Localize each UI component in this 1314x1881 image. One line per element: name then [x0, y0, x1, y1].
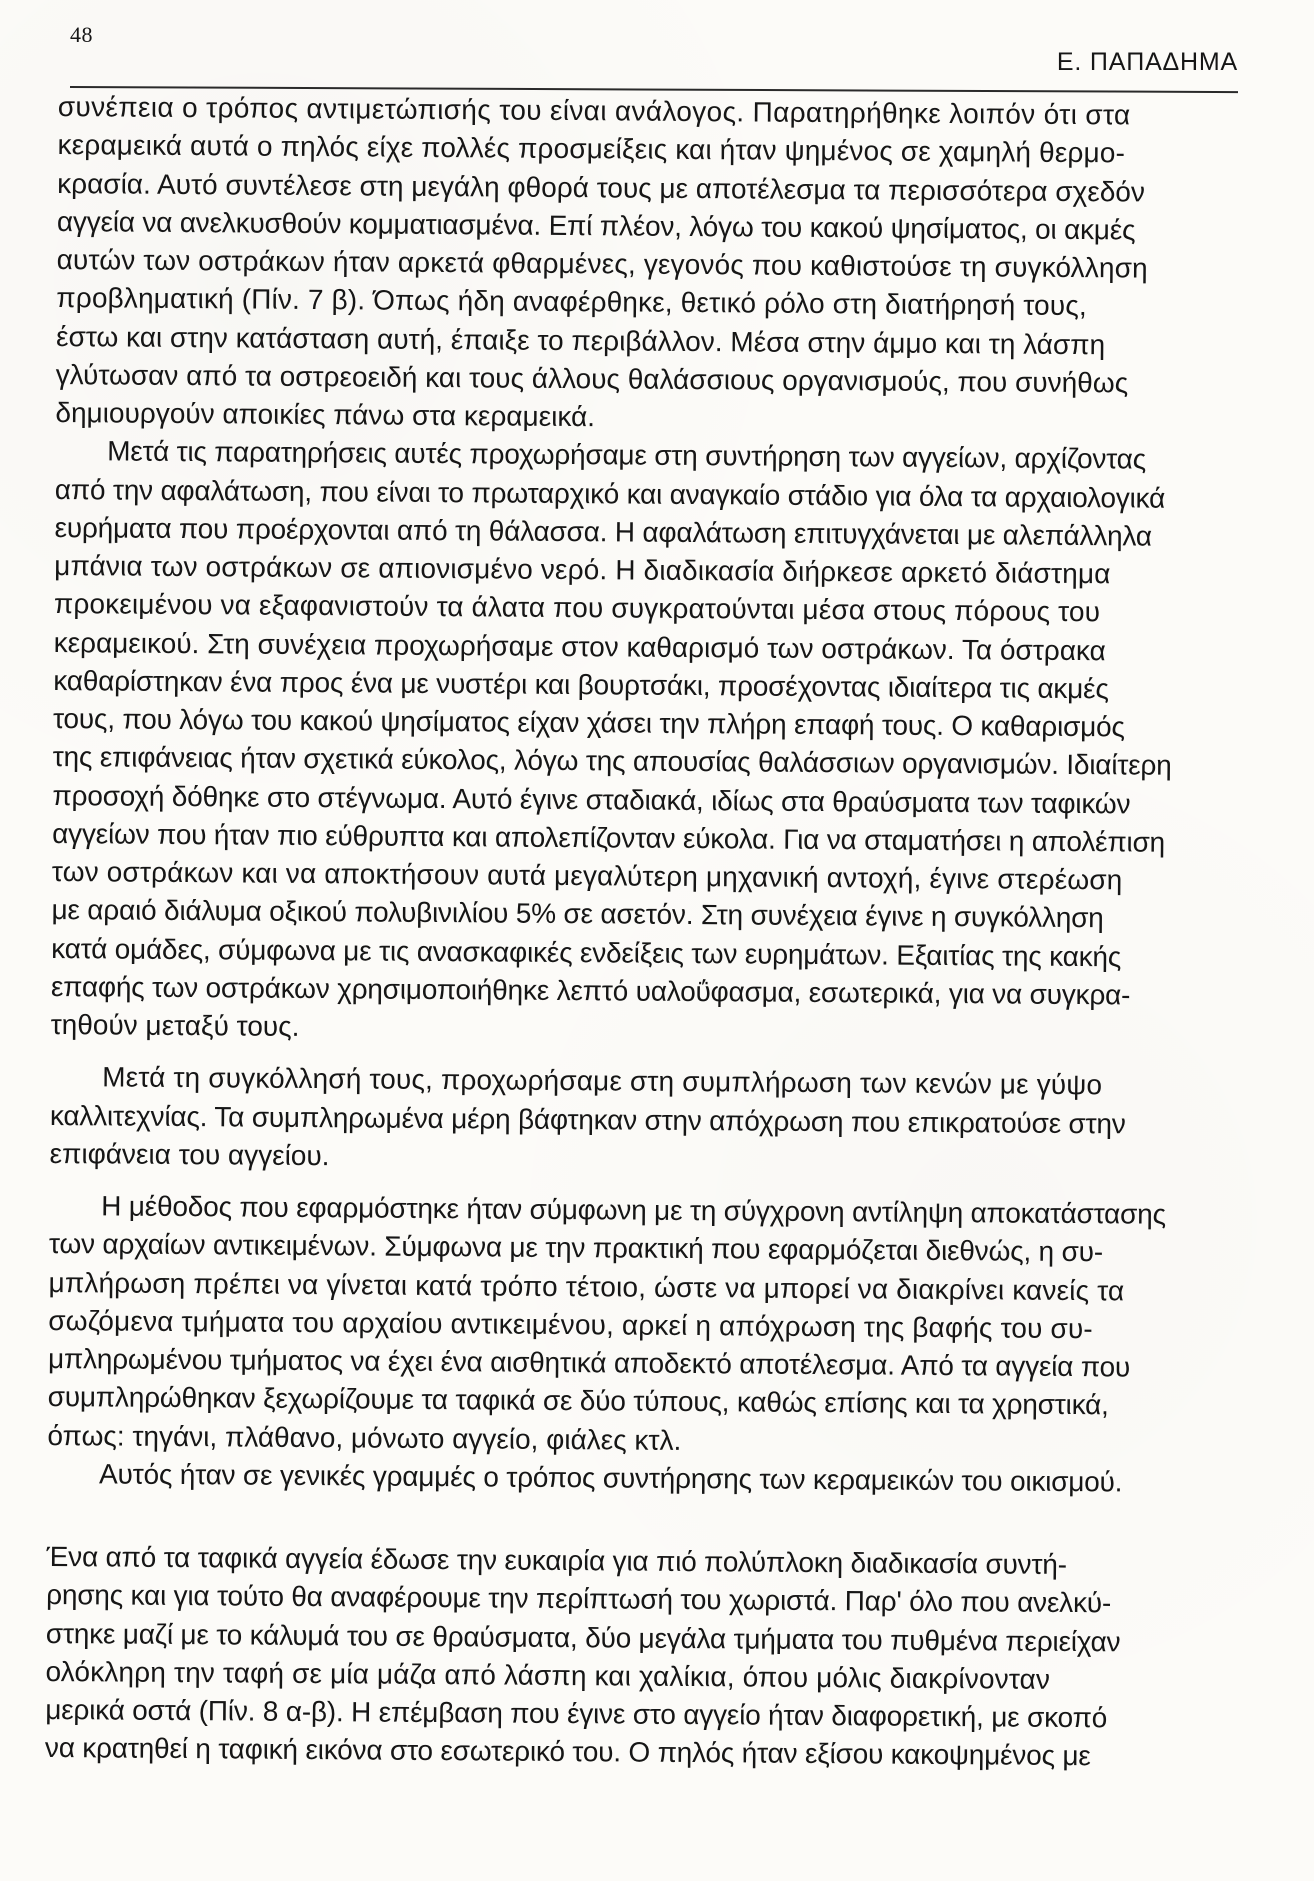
- text-line: τηθούν μεταξύ τους.: [50, 1008, 300, 1042]
- text-line: αυτών των οστράκων ήταν αρκετά φθαρμένες, γεγονός που καθιστούσε τη συγκόλληση: [56, 243, 1148, 284]
- text-line: μπλήρωση πρέπει να γίνεται κατά τρόπο τέτοιο, ώστε να μπορεί να διακρίνει κανείς τα: [48, 1266, 1125, 1306]
- text-line: ρησης και για τούτο θα αναφέρουμε την περίπτωσή του χωριστά. Παρ' όλο που ανελκύ-: [46, 1579, 1112, 1619]
- text-line: κατά ομάδες, σύμφωνα με τις ανασκαφικές ενδείξεις των ευρημάτων. Εξαιτίας της κακής: [51, 932, 1122, 972]
- text-line: καθαρίστηκαν ένα προς ένα με νυστέρι και βουρτσάκι, προσέχοντας ιδιαίτερα τις ακμές: [53, 664, 1109, 705]
- text-line: Η μέθοδος που εφαρμόστηκε ήταν σύμφωνη με τη σύγχρονη αντίληψη αποκατάστασης: [101, 1190, 1166, 1230]
- text-line: να κρατηθεί η ταφική εικόνα στο εσωτερικό του. Ο πηλός ήταν εξίσου κακοψημένος με: [44, 1732, 1091, 1772]
- page-number: 48: [70, 22, 93, 47]
- text-line: ολόκληρη την ταφή σε μία μάζα από λάσπη και χαλίκια, όπου μόλις διακρίνονταν: [45, 1655, 1051, 1695]
- text-line: της επιφάνειας ήταν σχετικά εύκολος, λόγω της απουσίας θαλάσσιων οργανισμών. Ιδιαίτερη: [52, 741, 1172, 782]
- body-text: [45, 88, 1248, 1777]
- text-line: δημιουργούν αποικίες πάνω στα κεραμεικά.: [55, 396, 596, 433]
- text-line: συνέπεια ο τρόπος αντιμετώπισής του είναι ανάλογος. Παρατηρήθηκε λοιπόν ότι στα: [57, 90, 1131, 131]
- page-header: [0, 16, 1314, 86]
- paragraph-restoration-method: [47, 1187, 1239, 1502]
- text-line: συμπληρώθηκαν ξεχωρίζουμε τα ταφικά σε δύο τύπους, καθώς επίσης και τα χρηστικά,: [47, 1381, 1109, 1421]
- text-line: κρασία. Αυτό συντέλεσε στη μεγάλη φθορά τους με αποτέλεσμα τα περισσότερα σχεδόν: [57, 167, 1146, 208]
- text-line: Μετά τις παρατηρήσεις αυτές προχωρήσαμε στη συντήρηση των αγγείων, αρχίζοντας: [107, 435, 1147, 475]
- text-line: αγγείων που ήταν πιο εύθρυπτα και απολεπίζονταν εύκολα. Για να σταματήσει η απολέπιση: [52, 817, 1166, 858]
- text-line: Ένα από τα ταφικά αγγεία έδωσε την ευκαιρία για πιό πολύπλοκη διαδικασία συντή-: [46, 1540, 1067, 1580]
- text-line: με αραιό διάλυμα οξικού πολυβινιλίου 5% σε ασετόν. Στη συνέχεια έγινε η συγκόλληση: [51, 894, 1104, 934]
- text-line: μερικά οστά (Πίν. 8 α-β). Η επέμβαση που έγινε στο αγγείο ήταν διαφορετική, με σκοπό: [45, 1693, 1108, 1734]
- paragraph-ceramic-condition: [55, 88, 1248, 442]
- paragraph-filling-gaps: [49, 1058, 1240, 1182]
- text-line: των οστράκων και να αποκτήσουν αυτά μεγαλύτερη μηχανική αντοχή, έγινε στερέωση: [51, 855, 1123, 896]
- text-line: προβληματική (Πίν. 7 β). Όπως ήδη αναφέρθηκε, θετικό ρόλο στη διατήρησή τους,: [56, 282, 1088, 322]
- text-line: Μετά τη συγκόλλησή τους, προχωρήσαμε στη συμπλήρωση των κενών με γύψο: [102, 1061, 1103, 1101]
- text-line: έστω και στην κατάσταση αυτή, έπαιξε το περιβάλλον. Μέσα στην άμμο και τη λάσπη: [55, 320, 1106, 360]
- text-line: αγγεία να ανελκυσθούν κομματιασμένα. Επί πλέον, λόγω του κακού ψησίματος, οι ακμές: [56, 205, 1136, 246]
- text-line: μπληρωμένου τμήματος να έχει ένα αισθητικά αποδεκτό αποτέλεσμα. Από τα αγγεία που: [47, 1342, 1131, 1383]
- text-line: επαφής των οστράκων χρησιμοποιήθηκε λεπτό υαλοΰφασμα, εσωτερικά, για να συγκρα-: [50, 970, 1131, 1011]
- text-line: τους, που λόγω του κακού ψησίματος είχαν χάσει την πλήρη επαφή τους. Ο καθαρισμός: [52, 702, 1125, 743]
- text-line: στηκε μαζί με το κάλυμά του σε θραύσματα, δύο μεγάλα τμήματα του πυθμένα περιείχαν: [45, 1617, 1121, 1657]
- text-line: επιφάνεια του αγγείου.: [49, 1137, 330, 1171]
- paragraph-burial-vessel: [45, 1538, 1237, 1777]
- text-line: Αυτός ήταν σε γενικές γραμμές ο τρόπος συντήρησης των κεραμεικών του οικισμού.: [98, 1458, 1123, 1498]
- text-line: γλύτωσαν από τα οστρεοειδή και τους άλλους θαλάσσιους οργανισμούς, που συνήθως: [55, 358, 1129, 399]
- text-line: όπως: τηγάνι, πλάθανο, μόνωτο αγγείο, φιάλες κτλ.: [47, 1419, 682, 1456]
- text-line: καλλιτεχνίας. Τα συμπληρωμένα μέρη βάφτηκαν στην απόχρωση που επικρατούσε στην: [49, 1099, 1126, 1139]
- running-head-author: Ε. ΠΑΠΑΔΗΜΑ: [1056, 48, 1238, 76]
- text-line: προσοχή δόθηκε στο στέγνωμα. Αυτό έγινε σταδιακά, ιδίως στα θραύσματα των ταφικών: [52, 779, 1131, 819]
- text-line: ευρήματα που προέρχονται από τη θάλασσα. Η αφαλάτωση επιτυγχάνεται με αλεπάλληλα: [54, 511, 1152, 552]
- text-line: από την αφαλάτωση, που είναι το πρωταρχικό και αναγκαίο στάδιο για όλα τα αρχαιολογικά: [54, 473, 1166, 514]
- paragraph-conservation-process: [50, 432, 1245, 1053]
- text-line: προκειμένου να εξαφανιστούν τα άλατα που συγκρατούνται μέσα στους πόρους του: [53, 588, 1101, 628]
- text-line: κεραμεικού. Στη συνέχεια προχωρήσαμε στον καθαρισμό των οστράκων. Τα όστρακα: [53, 626, 1106, 666]
- text-line: σωζόμενα τμήματα του αρχαίου αντικειμένου, αρκεί η απόχρωση της βαφής του συ-: [48, 1304, 1093, 1344]
- text-line: των αρχαίων αντικειμένων. Σύμφωνα με την πρακτική που εφαρμόζεται διεθνώς, η συ-: [48, 1228, 1104, 1268]
- text-line: κεραμεικά αυτά ο πηλός είχε πολλές προσμείξεις και ήταν ψημένος σε χαμηλή θερμο-: [57, 129, 1126, 169]
- text-line: μπάνια των οστράκων σε απιονισμένο νερό. Η διαδικασία διήρκεσε αρκετό διάστημα: [54, 549, 1111, 590]
